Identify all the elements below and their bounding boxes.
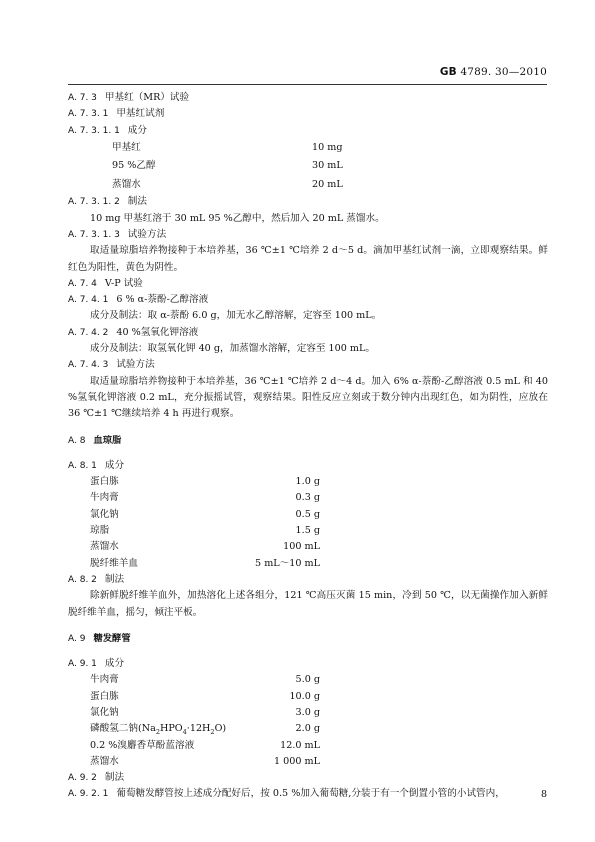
ingredient-name: 0.2 %溴麝香草酚蓝溶液 (90, 739, 195, 751)
clause-title: 40 %氢氧化钾溶液 (116, 326, 199, 338)
header-rule (68, 84, 547, 85)
ingredient-amount: 2.0 g (295, 723, 320, 735)
paragraph: 成分及制法：取氢氧化钾 40 g，加蒸馏水溶解，定容至 100 mL。 (90, 343, 375, 355)
ingredient-name: 脱纤维羊血 (90, 557, 138, 569)
ingredient-name: 琼脂 (90, 525, 110, 537)
ingredient-row (68, 689, 548, 705)
ingredient-name: 蒸馏水 (112, 178, 141, 190)
clause-number: A. 7. 3. 1. 3 (68, 229, 120, 240)
ingredient-amount: 12.0 mL (280, 739, 320, 751)
ingredient-row (68, 539, 548, 555)
ingredient-row (68, 157, 548, 176)
ingredient-row (68, 474, 548, 490)
clause-number: A. 7. 3. 1. 2 (68, 197, 120, 208)
ingredient-name: 磷酸氢二钠$(Na_2HPO_4\cdot 12H_2O)$ (90, 723, 227, 737)
paragraph: 取适量琼脂培养物接种于本培养基，36 ℃±1 ℃培养 2 d～4 d。加入 6% α-萘酚-乙醇溶液 0.5 mL 和 40 %氢氧化钾溶液 0.2 mL，充分振摇试管，观察结果。阳性反应立刻或于数分钟内出现红色，如为阴性，应放在 36 ℃±1 ℃继续培养 4 h 再进行观察。 (68, 375, 548, 420)
clause-number: A. 7. 4. 3 (68, 360, 109, 371)
ingredient-name: 蛋白胨 (90, 476, 119, 488)
section-a-8 (68, 433, 548, 449)
ingredient-name: 95 %乙醇 (112, 160, 156, 172)
clause-number: A. 9. 1 (68, 659, 97, 670)
clause-title: 甲基红（MR）试验 (104, 92, 190, 103)
clause-a-7-3 (68, 90, 548, 106)
ingredient-name: 氯化钠 (90, 707, 119, 718)
ingredient-row (68, 507, 548, 523)
ingredient-amount: 100 mL (283, 541, 320, 553)
clause-a-7-4-3 (68, 357, 548, 373)
clause-number: A. 7. 3 (68, 93, 97, 103)
ingredient-name: 蛋白胨 (90, 690, 119, 702)
ingredient-row (68, 176, 548, 195)
ingredient-table-sugar-fermentation (68, 672, 548, 770)
clause-title: 成分 (127, 124, 147, 136)
ingredient-amount: 0.5 g (295, 508, 320, 520)
clause-a-9-2-1 (68, 786, 548, 802)
paragraph: 取适量琼脂培养物接种于本培养基，36 ℃±1 ℃培养 2 d～5 d。滴加甲基红试剂一滴，立即观察结果。鲜红色为阳性，黄色为阴性。 (68, 245, 548, 273)
clause-a-7-3-1-3 (68, 227, 548, 243)
ingredient-name: 牛肉膏 (90, 492, 119, 504)
ingredient-amount: 1 000 mL (274, 755, 320, 767)
clause-number: A. 7. 4. 1 (68, 295, 109, 306)
clause-title: 制法 (104, 772, 125, 784)
clause-a-7-4-2 (68, 325, 548, 341)
ingredient-amount: 30 mL (312, 160, 343, 172)
paragraph: 葡萄糖发酵管按上述成分配好后，按 0.5 %加入葡萄糖,分装于有一个倒置小管的小试管内， (116, 788, 505, 800)
clause-title: V-P 试验 (104, 277, 143, 289)
section-a-9 (68, 631, 548, 647)
ingredient-amount: 5.0 g (295, 674, 320, 686)
ingredient-row (68, 556, 548, 572)
clause-a-9-1 (68, 656, 548, 672)
ingredient-row (68, 754, 548, 770)
ingredient-row (68, 705, 548, 721)
section-title: 糖发酵管 (93, 632, 131, 644)
clause-a-7-3-1-1 (68, 123, 548, 139)
clause-a-8-2 (68, 572, 548, 588)
paragraph: 成分及制法：取 α-萘酚 6.0 g，加无水乙醇溶解，定容至 100 mL。 (90, 310, 382, 322)
content (68, 90, 548, 803)
clause-title: 制法 (127, 196, 147, 208)
clause-number: A. 9. 2. 1 (68, 789, 109, 800)
ingredient-row (68, 523, 548, 539)
clause-title: 6 % α-萘酚-乙醇溶液 (116, 294, 209, 306)
ingredient-name: 蒸馏水 (90, 755, 119, 767)
ingredient-table-blood-agar (68, 474, 548, 572)
clause-number: A. 7. 3. 1 (68, 109, 109, 120)
section-title: 血琼脂 (93, 434, 122, 446)
ingredient-amount: 20 mL (312, 178, 343, 190)
ingredient-amount: 10.0 g (289, 690, 320, 702)
ingredient-name: 甲基红 (112, 141, 141, 153)
paragraph: 除新鲜脱纤维羊血外，加热溶化上述各组分，121 ℃高压灭菌 15 min，冷到 50 ℃，以无菌操作加入新鲜脱纤维羊血，摇匀，倾注平板。 (68, 590, 548, 618)
ingredient-row (68, 139, 548, 158)
ingredient-amount: 3.0 g (295, 707, 320, 718)
clause-title: 甲基红试剂 (116, 108, 165, 120)
clause-a-7-4 (68, 276, 548, 292)
ingredient-amount: 1.5 g (295, 525, 320, 537)
ingredient-amount: 10 mg (312, 141, 343, 153)
clause-title: 试验方法 (116, 359, 155, 371)
clause-a-7-3-1 (68, 106, 548, 122)
standard-header (440, 66, 547, 78)
clause-a-7-3-1-2 (68, 194, 548, 210)
clause-number: A. 7. 4. 2 (68, 327, 109, 338)
ingredient-name: 蒸馏水 (90, 541, 119, 553)
clause-number: A. 9. 2 (68, 773, 97, 784)
ingredient-amount: 0.3 g (295, 492, 320, 504)
ingredient-row (68, 721, 548, 737)
ingredient-table-mr (68, 139, 548, 195)
clause-title: 试验方法 (127, 228, 167, 240)
ingredient-name: 牛肉膏 (90, 674, 119, 686)
ingredient-amount: 1.0 g (295, 476, 320, 488)
clause-title: 成分 (104, 658, 125, 670)
clause-a-7-4-1 (68, 292, 548, 308)
clause-number: A. 7. 4 (68, 278, 97, 289)
page-number: 8 (540, 789, 547, 800)
ingredient-amount: 5 mL～10 mL (255, 557, 320, 569)
ingredient-row (68, 738, 548, 754)
standard-code: GB (439, 66, 457, 78)
clause-a-9-2 (68, 770, 548, 786)
clause-number: A. 8. 2 (68, 574, 97, 585)
clause-number: A. 8. 1 (68, 460, 97, 471)
standard-number: 4789. 30—2010 (460, 66, 547, 78)
ingredient-row (68, 672, 548, 688)
section-number: A. 8 (68, 435, 86, 446)
clause-title: 成分 (104, 459, 125, 471)
ingredient-row (68, 490, 548, 506)
paragraph: 10 mg 甲基红溶于 30 mL 95 %乙醇中，然后加入 20 mL 蒸馏水。 (90, 212, 385, 224)
clause-title: 制法 (104, 573, 125, 585)
clause-number: A. 7. 3. 1. 1 (68, 125, 120, 136)
clause-a-8-1 (68, 458, 548, 474)
ingredient-name: 氯化钠 (90, 508, 119, 520)
section-number: A. 9 (68, 633, 86, 644)
